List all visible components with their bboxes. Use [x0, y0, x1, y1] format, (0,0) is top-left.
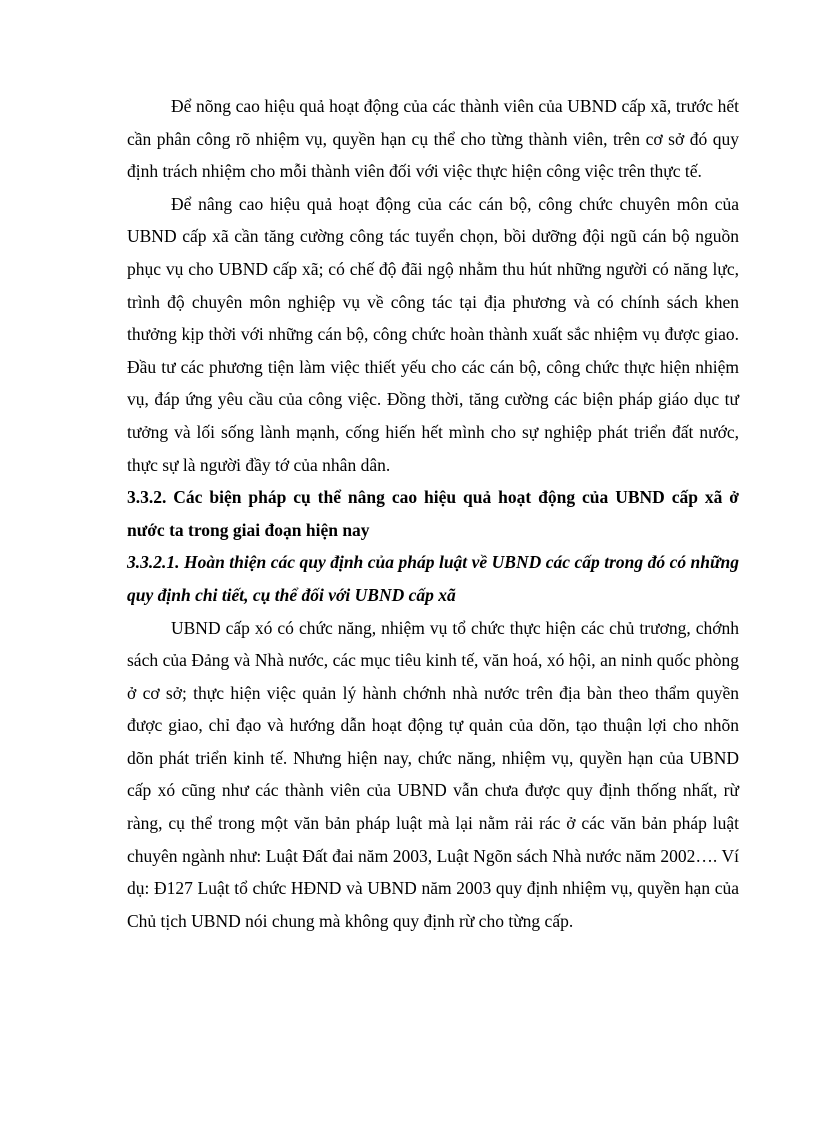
paragraph-2: Để nâng cao hiệu quả hoạt động của các cán bộ, công chức chuyên môn của UBND cấp xã cần tăng cường công tác tuyển chọn, bồi dưỡng đội ngũ cán bộ nguồn phục vụ cho UBND cấp xã; có chế độ đãi ngộ nhằm thu hút những người có năng lực, trình độ chuyên môn nghiệp vụ về công tác tại địa phương và có chính sách khen thưởng kịp thời với những cán bộ, công chức hoàn thành xuất sắc nhiệm vụ được giao. Đầu tư các phương tiện làm việc thiết yếu cho các cán bộ, công chức thực hiện nhiệm vụ, đáp ứng yêu cầu của công việc. Đồng thời, tăng cường các biện pháp giáo dục tư tưởng và lối sống lành mạnh, cống hiến hết mình cho sự nghiệp phát triển đất nước, thực sự là người đầy tớ của nhân dân.	[127, 193, 739, 475]
paragraph-1: Để nõng cao hiệu quả hoạt động của các thành viên của UBND cấp xã, trước hết cần phân công rõ nhiệm vụ, quyền hạn cụ thể cho từng thành viên, trên cơ sở đó quy định trách nhiệm cho mỗi thành viên đối với việc thực hiện công việc trên thực tế.	[127, 96, 739, 182]
subsection-heading-3-3-2-1: 3.3.2.1. Hoàn thiện các quy định của pháp luật về UBND các cấp trong đó có những quy định chi tiết, cụ thể đối với UBND cấp xã	[127, 552, 739, 605]
section-heading-3-3-2: 3.3.2. Các biện pháp cụ thể nâng cao hiệu quả hoạt động của UBND cấp xã ở nước ta trong giai đoạn hiện nay	[127, 487, 739, 540]
document-body	[127, 90, 739, 937]
paragraph-3: UBND cấp xó có chức năng, nhiệm vụ tổ chức thực hiện các chủ trương, chớnh sách của Đảng và Nhà nước, các mục tiêu kinh tế, văn hoá, xó hội, an ninh quốc phòng ở cơ sở; thực hiện việc quản lý hành chớnh nhà nước trên địa bàn theo thẩm quyền được giao, chỉ đạo và hướng dẫn hoạt động tự quản của dõn, tạo thuận lợi cho nhõn dõn phát triển kinh tế. Nhưng hiện nay, chức năng, nhiệm vụ, quyền hạn của UBND cấp xó cũng như các thành viên của UBND vẫn chưa được quy định thống nhất, rừ ràng, cụ thể trong một văn bản pháp luật mà lại nằm rải rác ở các văn bản pháp luật chuyên ngành như: Luật Đất đai năm 2003, Luật Ngõn sách Nhà nước năm 2002…. Ví dụ: Đ127 Luật tổ chức HĐND và UBND năm 2003 quy định nhiệm vụ, quyền hạn của Chủ tịch UBND nói chung mà không quy định rừ cho từng cấp.	[127, 617, 739, 931]
